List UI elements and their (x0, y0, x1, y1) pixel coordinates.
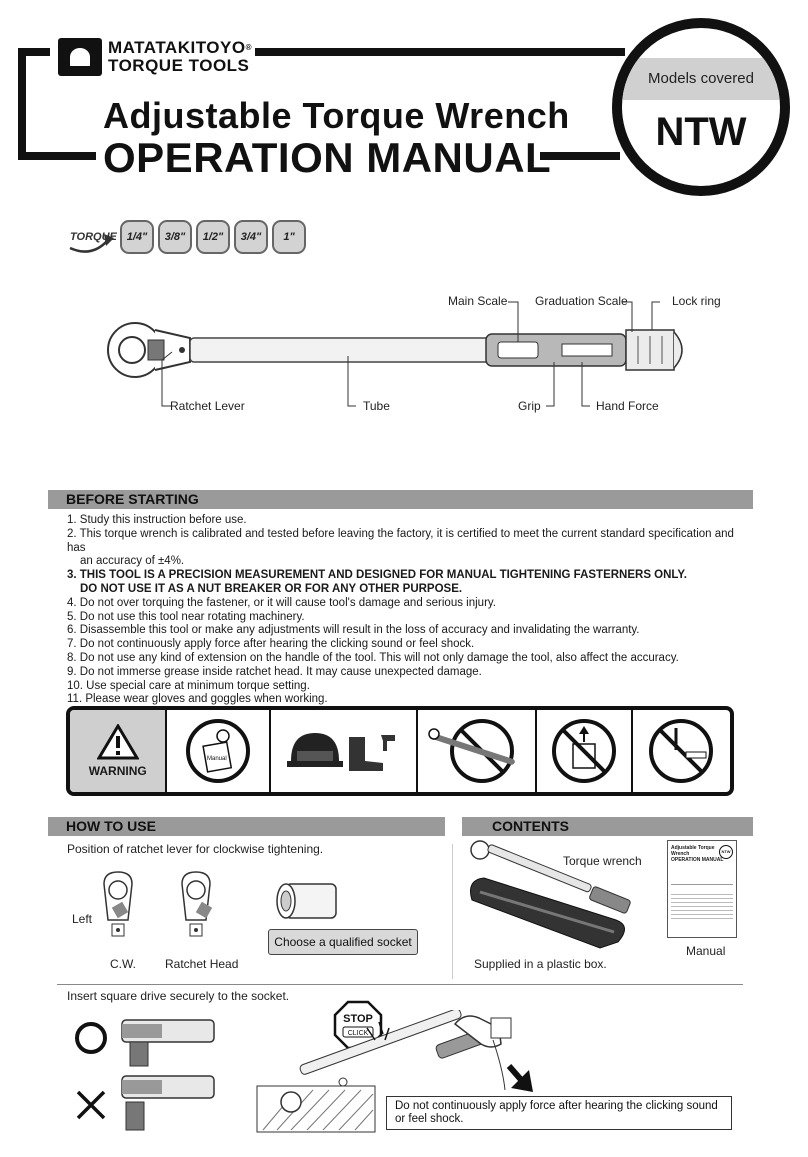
mini-manual-subtitle: OPERATION MANUAL (671, 857, 724, 863)
read-manual-icon (183, 716, 253, 786)
no-grease-icon (549, 716, 619, 786)
stop-text: STOP (343, 1013, 373, 1025)
socket-illustration (272, 878, 342, 926)
brand-logo (58, 38, 252, 76)
contents-header: CONTENTS (462, 817, 753, 836)
mini-manual-model: NTW (719, 845, 733, 859)
mini-manual-text-lines (671, 891, 733, 921)
brand-line1: MATATAKITOYO (108, 38, 246, 57)
rule-item: 5. Do not use this tool near rotating machinery. (67, 610, 305, 623)
rule-item: an accuracy of ±4%. (80, 555, 185, 568)
header-frame-left (18, 56, 26, 160)
mini-manual (667, 840, 737, 938)
warning-cell (70, 710, 167, 792)
rule-item: 6. Disassemble this tool or make any adjustments will result in the loss of accuracy and invalidating the warranty. (67, 624, 640, 637)
ppe-cell (271, 710, 418, 792)
drive-size-three-eighths: 3/8" (158, 220, 192, 254)
label-graduation-scale: Graduation Scale (535, 294, 628, 308)
rule-item: 4. Do not over torquing the fastener, or it will cause tool's damage and serious injury. (67, 596, 496, 609)
title-line1: Adjustable Torque Wrench (103, 95, 570, 136)
torque-wrench-label: Torque wrench (563, 854, 642, 868)
warning-label: WARNING (88, 764, 147, 778)
drive-size-three-quarter: 3/4" (234, 220, 268, 254)
brand-mark-icon (58, 38, 102, 76)
no-disassemble-icon (646, 716, 716, 786)
label-main-scale: Main Scale (448, 294, 508, 308)
incorrect-x-icon (78, 1092, 104, 1118)
left-label: Left (72, 912, 93, 926)
supplied-label: Supplied in a plastic box. (474, 957, 607, 971)
click-text: CLICK (347, 1030, 369, 1037)
warning-strip (66, 706, 734, 796)
no-extension-icon (422, 716, 532, 786)
label-tube: Tube (363, 399, 390, 413)
label-hand-force: Hand Force (596, 399, 659, 413)
cw-label: C.W. (110, 957, 136, 971)
rule-item: 3. THIS TOOL IS A PRECISION MEASUREMENT AND DESIGNED FOR MANUAL TIGHTENING FASTERNERS ONLY. (67, 569, 687, 582)
helmet-boot-icon (283, 721, 403, 781)
mini-manual-title: Adjustable Torque Wrench (671, 845, 715, 857)
brand-line2: TORQUE TOOLS (108, 56, 250, 75)
title-line2: OPERATION MANUAL (103, 134, 552, 181)
section-divider (57, 984, 743, 985)
brand-name (108, 39, 252, 75)
header-frame-top-line (255, 48, 625, 56)
drive-size-half: 1/2" (196, 220, 230, 254)
label-lock-ring: Lock ring (672, 294, 721, 308)
warning-triangle-icon (97, 724, 139, 760)
how-to-use-header: HOW TO USE (48, 817, 445, 836)
drive-sizes (120, 220, 306, 254)
no-extension-cell (418, 710, 537, 792)
wrench-diagram (100, 300, 700, 410)
no-disassemble-cell (633, 710, 730, 792)
rule-item: 10. Use special care at minimum torque setting. (67, 679, 310, 692)
rule-item: 2. This torque wrench is calibrated and tested before leaving the factory, it is certified to meet the current standard specification and has (67, 527, 734, 554)
ratchet-positions-illustration (98, 870, 238, 950)
position-text: Position of ratchet lever for clockwise tightening. (67, 842, 324, 856)
registered-mark: ® (245, 43, 252, 52)
mini-manual-figure (671, 871, 733, 885)
read-manual-cell (167, 710, 270, 792)
insert-text: Insert square drive securely to the socket. (67, 989, 290, 1003)
rule-item: DO NOT USE IT AS A NUT BREAKER OR FOR ANY OTHER PURPOSE. (80, 582, 463, 595)
rule-item: 9. Do not immerse grease inside ratchet head. It may cause unexpected damage. (67, 665, 482, 678)
header-frame-bottom-line (540, 152, 620, 160)
drive-size-quarter: 1/4" (120, 220, 154, 254)
manual-label: Manual (686, 944, 726, 958)
rule-item: 11. Please wear gloves and goggles when working. (67, 693, 328, 706)
wrench-illustration (108, 323, 682, 377)
bottom-warning-note: Do not continuously apply force after hearing the clicking sound or feel shock. (386, 1096, 732, 1130)
manual-text: Manual (207, 756, 227, 762)
ratchet-head-label: Ratchet Head (165, 957, 239, 971)
choose-socket-note: Choose a qualified socket (268, 929, 418, 955)
socket-insertion-illustration (72, 1016, 222, 1136)
rule-item: 1. Study this instruction before use. (67, 514, 247, 526)
models-covered-label: Models covered (648, 70, 754, 87)
label-grip: Grip (518, 399, 541, 413)
rule-item: 7. Do not continuously apply force after hearing the clicking sound or feel shock. (67, 638, 475, 651)
correct-circle-icon (77, 1024, 105, 1052)
before-starting-list (67, 514, 747, 707)
column-divider (452, 844, 453, 979)
header-frame-bottom (18, 152, 96, 160)
model-name: NTW (655, 110, 747, 154)
torque-word: TORQUE (70, 231, 117, 243)
drive-size-one-inch: 1" (272, 220, 306, 254)
models-covered-badge (612, 18, 790, 196)
before-starting-header: BEFORE STARTING (48, 490, 753, 509)
rule-item: 8. Do not use any kind of extension on the handle of the tool. This will not only damage the tool, also affect the accuracy. (67, 651, 679, 664)
no-grease-cell (537, 710, 632, 792)
label-ratchet-lever: Ratchet Lever (170, 399, 245, 413)
